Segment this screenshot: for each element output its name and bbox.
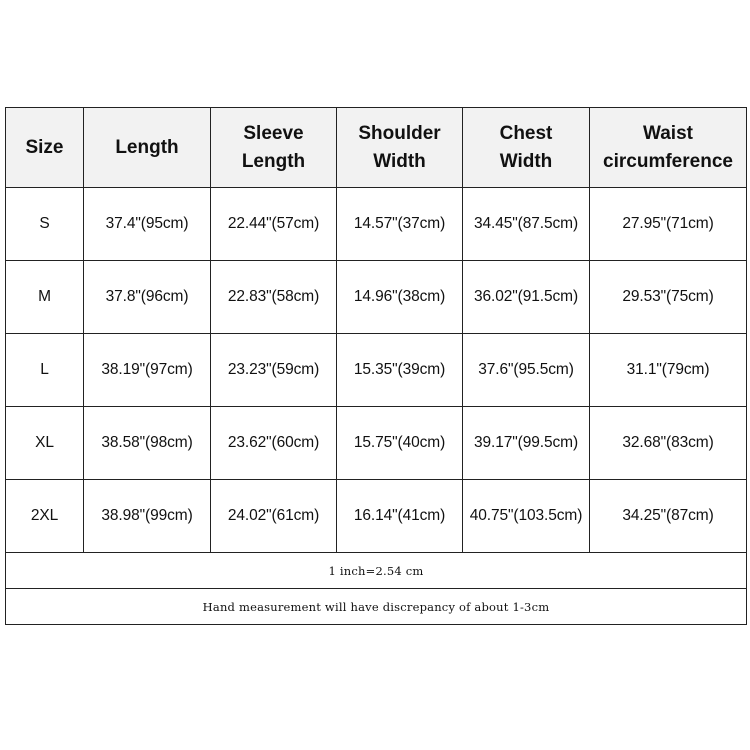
cell-chest-width: 36.02"(91.5cm) [463, 261, 590, 334]
header-size-label: Size [25, 136, 64, 158]
header-waist-circumference-line1: Waist [643, 122, 693, 144]
cell-length: 37.8"(96cm) [84, 261, 211, 334]
cell-size: 2XL [6, 480, 84, 553]
cell-waist-circumference: 29.53"(75cm) [590, 261, 747, 334]
cell-size: L [6, 334, 84, 407]
table-row [6, 407, 747, 480]
cell-waist-circumference: 27.95"(71cm) [590, 188, 747, 261]
cell-sleeve-length: 23.62"(60cm) [211, 407, 337, 480]
header-waist-circumference-line2: circumference [603, 150, 733, 172]
cell-sleeve-length: 24.02"(61cm) [211, 480, 337, 553]
cell-shoulder-width: 15.35"(39cm) [337, 334, 463, 407]
note-row-discrepancy [6, 589, 747, 625]
cell-chest-width: 34.45"(87.5cm) [463, 188, 590, 261]
cell-shoulder-width: 16.14"(41cm) [337, 480, 463, 553]
table-row [6, 261, 747, 334]
cell-waist-circumference: 34.25"(87cm) [590, 480, 747, 553]
cell-sleeve-length: 23.23"(59cm) [211, 334, 337, 407]
cell-chest-width: 39.17"(99.5cm) [463, 407, 590, 480]
header-shoulder-width [337, 108, 463, 188]
cell-size: S [6, 188, 84, 261]
table-row [6, 188, 747, 261]
cell-shoulder-width: 15.75"(40cm) [337, 407, 463, 480]
cell-length: 38.98"(99cm) [84, 480, 211, 553]
cell-size: M [6, 261, 84, 334]
header-shoulder-width-line1: Shoulder [358, 122, 441, 144]
cell-waist-circumference: 32.68"(83cm) [590, 407, 747, 480]
header-chest-width-line2: Width [499, 150, 553, 172]
header-length [84, 108, 211, 188]
header-size [6, 108, 84, 188]
header-sleeve-length-line2: Length [241, 150, 306, 172]
cell-size: XL [6, 407, 84, 480]
header-waist-circumference [590, 108, 747, 188]
cell-shoulder-width: 14.57"(37cm) [337, 188, 463, 261]
header-chest-width [463, 108, 590, 188]
note-inch-conversion: 1 inch=2.54 cm [6, 553, 747, 589]
cell-shoulder-width: 14.96"(38cm) [337, 261, 463, 334]
size-chart-table [5, 107, 747, 625]
cell-length: 38.19"(97cm) [84, 334, 211, 407]
cell-chest-width: 40.75"(103.5cm) [463, 480, 590, 553]
cell-length: 37.4"(95cm) [84, 188, 211, 261]
table-row [6, 480, 747, 553]
header-length-label: Length [115, 136, 179, 158]
cell-waist-circumference: 31.1"(79cm) [590, 334, 747, 407]
note-row-conversion [6, 553, 747, 589]
cell-length: 38.58"(98cm) [84, 407, 211, 480]
header-row [6, 108, 747, 188]
header-sleeve-length-line1: Sleeve [243, 122, 304, 144]
cell-sleeve-length: 22.83"(58cm) [211, 261, 337, 334]
cell-sleeve-length: 22.44"(57cm) [211, 188, 337, 261]
cell-chest-width: 37.6"(95.5cm) [463, 334, 590, 407]
header-sleeve-length [211, 108, 337, 188]
header-chest-width-line1: Chest [499, 122, 553, 144]
note-measurement-discrepancy: Hand measurement will have discrepancy of about 1-3cm [6, 589, 747, 625]
header-shoulder-width-line2: Width [373, 150, 426, 172]
table-row [6, 334, 747, 407]
